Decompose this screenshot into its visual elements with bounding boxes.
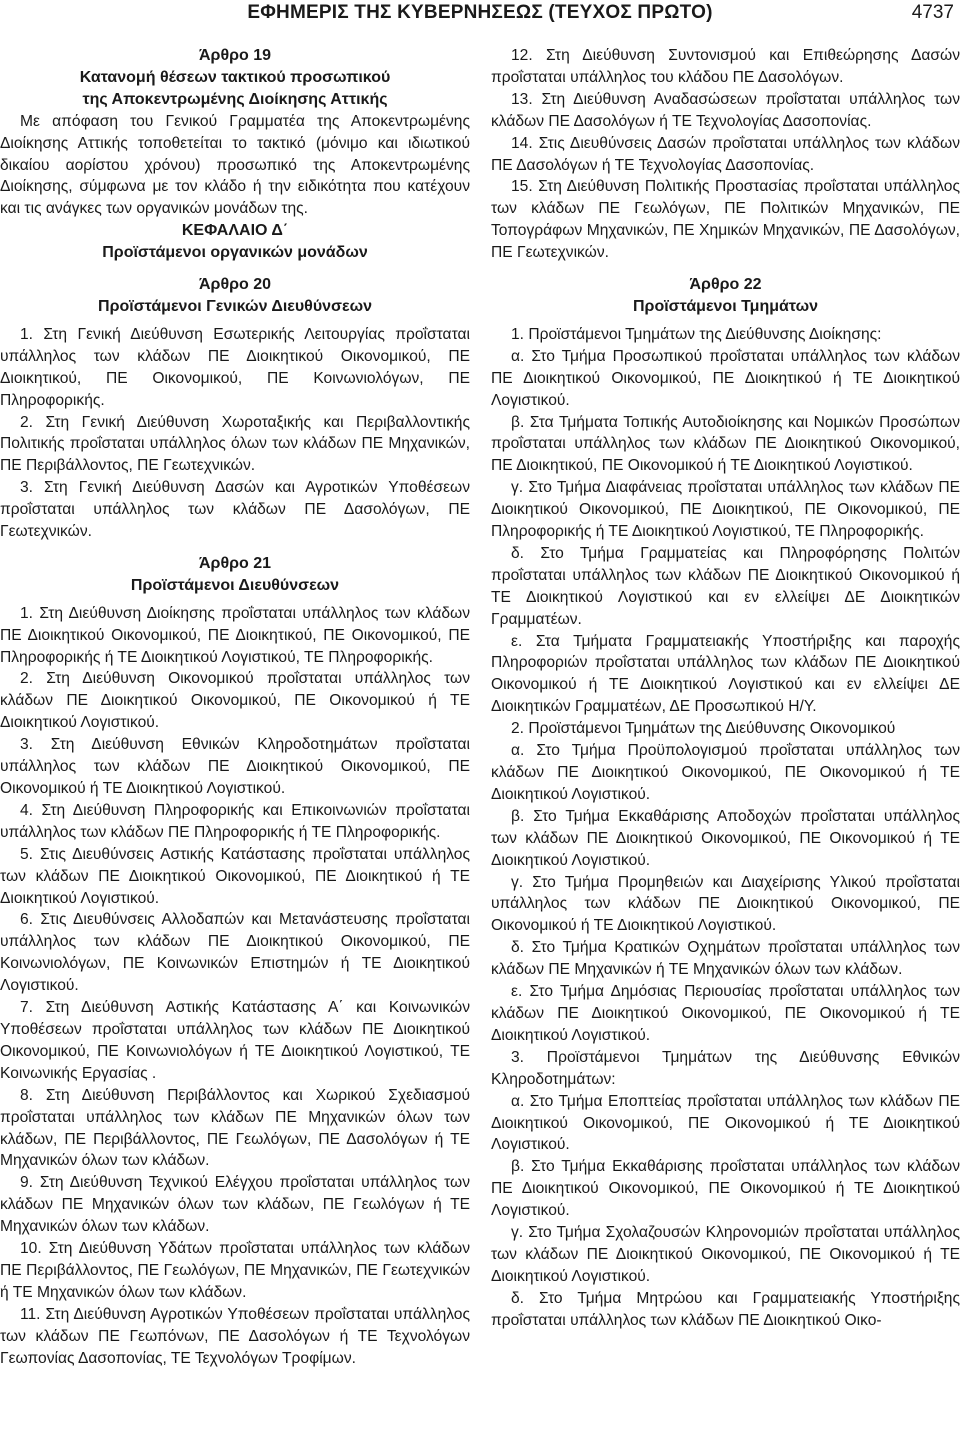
article-19-paragraph: Με απόφαση του Γενικού Γραμματέα της Αποκεντρωμένης Διοίκησης Αττικής τοποθετείται το τακτικό (μόνιμο και ιδιωτικού δικαίου αορίστου χρόνου) προσωπικό της Αποκεντρωμένης Διοίκησης, σύμφωνα με τον κλάδο ή την ειδικότητα που κατέχουν και τις ανάγκες των οργανικών μονάδων της.	[0, 112, 470, 218]
article-21-title: Άρθρο 21	[198, 554, 271, 572]
section-3-heading: 3. Προϊστάμενοι Τμημάτων της Διεύθυνσης Εθνικών Κληροδοτημάτων:	[491, 1048, 960, 1088]
article-19-subtitle-line2: της Αποκεντρωμένης Διοίκησης Αττικής	[82, 90, 388, 108]
page-header	[0, 0, 960, 36]
chapter-title: ΚΕΦΑΛΑΙΟ Δ΄	[181, 222, 289, 240]
right-column	[491, 45, 960, 1332]
article-21-paragraph-12: 12. Στη Διεύθυνση Συντονισμού και Επιθεώρησης Δασών προΐσταται υπάλληλος του κλάδου ΠΕ Δασολόγων.	[491, 47, 960, 86]
article-21-paragraph-7: 7. Στη Διεύθυνση Αστικής Κατάστασης Α΄ και Κοινωνικών Υποθέσεων προΐσταται υπάλληλος των κλάδων ΠΕ Διοικητικού Οικονομικού, ΠΕ Κοινωνιολόγων ή ΤΕ Διοικητικού Λογιστικού, ΤΕ Κοινωνικής Εργασίας .	[0, 999, 470, 1082]
article-21-paragraph-5: 5. Στις Διευθύνσεις Αστικής Κατάστασης προΐσταται υπάλληλος των κλάδων ΠΕ Διοικητικού Οικονομικού, ΠΕ Διοικητικού ή ΤΕ Διοικητικού Λογιστικού.	[0, 845, 470, 907]
section-2-heading: 2. Προϊστάμενοι Τμημάτων της Διεύθυνσης Οικονομικού	[511, 720, 896, 738]
article-21-paragraph-9: 9. Στη Διεύθυνση Τεχνικού Ελέγχου προΐσταται υπάλληλος των κλάδων ΠΕ Μηχανικών όλων των κλάδων, ΠΕ Γεωλόγων ή ΤΕ Μηχανικών όλων των κλάδων.	[0, 1174, 470, 1236]
section-2-item-d: δ. Στο Τμήμα Κρατικών Οχημάτων προΐσταται υπάλληλος των κλάδων ΠΕ Μηχανικών ή ΤΕ Μηχανικών όλων των κλάδων.	[491, 939, 960, 979]
article-21-paragraph-13: 13. Στη Διεύθυνση Αναδασώσεων προΐσταται υπάλληλος των κλάδων ΠΕ Δασολόγων ή ΤΕ Τεχνολογίας Δασοπονίας.	[491, 90, 960, 130]
article-22-title: Άρθρο 22	[689, 276, 762, 294]
article-21-paragraph-4: 4. Στη Διεύθυνση Πληροφορικής και Επικοινωνιών προΐσταται υπάλληλος των κλάδων ΠΕ Πληροφορικής ή ΤΕ Πληροφορικής.	[0, 801, 470, 841]
article-21-paragraph-3: 3. Στη Διεύθυνση Εθνικών Κληροδοτημάτων προΐσταται υπάλληλος των κλάδων ΠΕ Διοικητικού Οικονομικού, ΠΕ Οικονομικού ή ΤΕ Διοικητικού Λογιστικού.	[0, 736, 470, 797]
section-1-heading: 1. Προϊστάμενοι Τμημάτων της Διεύθυνσης Διοίκησης:	[511, 325, 882, 343]
article-21-paragraph-15: 15. Στη Διεύθυνση Πολιτικής Προστασίας προΐσταται υπάλληλος των κλάδων ΠΕ Γεωλόγων, ΠΕ Πολιτικών Μηχανικών, ΠΕ Τοπογράφων Μηχανικών, ΠΕ Χημικών Μηχανικών, ΠΕ Δασολόγων, ΠΕ Γεωτεχνικών.	[491, 178, 960, 262]
section-1-item-d: δ. Στο Τμήμα Γραμματείας και Πληροφόρησης Πολιτών προΐσταται υπάλληλος των κλάδων ΠΕ Διοικητικού Οικονομικού ή ΤΕ Διοικητικού Λογιστικού και εν ελλείψει ΔΕ Διοικητικών Γραμματέων.	[491, 544, 960, 628]
gazette-title: ΕΦΗΜΕΡΙΣ ΤΗΣ ΚΥΒΕΡΝΗΣΕΩΣ (ΤΕΥΧΟΣ ΠΡΩΤΟ)	[247, 2, 713, 23]
section-2-item-a: α. Στο Τμήμα Προϋπολογισμού προΐσταται υπάλληλος των κλάδων ΠΕ Διοικητικού Οικονομικού, ΠΕ Οικονομικού ή ΤΕ Διοικητικού Λογιστικού.	[491, 742, 960, 803]
page-number: 4737	[911, 2, 954, 23]
article-21-paragraph-1: 1. Στη Διεύθυνση Διοίκησης προΐσταται υπάλληλος των κλάδων ΠΕ Διοικητικού Οικονομικού, ΠΕ Διοικητικού, ΠΕ Οικονομικού, ΠΕ Πληροφορικής ή ΤΕ Διοικητικού Λογιστικού, ΤΕ Πληροφορικής.	[0, 604, 470, 666]
article-19-title: Άρθρο 19	[198, 47, 271, 64]
section-2-item-c: γ. Στο Τμήμα Προμηθειών και Διαχείρισης Υλικού προΐσταται υπάλληλος των κλάδων ΠΕ Διοικητικού Οικονομικού, ΠΕ Οικονομικού ή ΤΕ Διοικητικού Λογιστικού.	[491, 873, 960, 935]
left-column	[0, 45, 470, 1369]
section-3-item-c: γ. Στο Τμήμα Σχολαζουσών Κληρονομιών προΐσταται υπάλληλος των κλάδων ΠΕ Διοικητικού Οικονομικού, ΠΕ Οικονομικού ή ΤΕ Διοικητικού Λογιστικού.	[491, 1224, 960, 1285]
chapter-subtitle: Προϊστάμενοι οργανικών μονάδων	[102, 244, 368, 262]
article-21-paragraph-8: 8. Στη Διεύθυνση Περιβάλλοντος και Χωρικού Σχεδιασμού προΐσταται υπάλληλος των κλάδων ΠΕ Μηχανικών όλων των κλάδων, ΠΕ Περιβάλλοντος, ΠΕ Γεωλόγων, ΠΕ Δασολόγων ή ΤΕ Μηχανικών όλων των κλάδων.	[0, 1086, 470, 1170]
section-3-item-d: δ. Στο Τμήμα Μητρώου και Γραμματειακής Υποστήριξης προΐσταται υπάλληλος των κλάδων ΠΕ Διοικητικού Οικο-	[491, 1289, 960, 1329]
section-1-item-e: ε. Στα Τμήματα Γραμματειακής Υποστήριξης και παροχής Πληροφοριών προΐσταται υπάλληλος των κλάδων ΠΕ Διοικητικού Οικονομικού ή ΤΕ Διοικητικού Λογιστικού και εν ελλείψει ΔΕ Διοικητικών Γραμματέων, ΔΕ Προσωπικού Η/Υ.	[491, 632, 960, 716]
article-21-subtitle: Προϊστάμενοι Διευθύνσεων	[130, 576, 340, 594]
article-21-paragraph-11: 11. Στη Διεύθυνση Αγροτικών Υποθέσεων προΐσταται υπάλληλος των κλάδων ΠΕ Γεωπόνων, ΠΕ Δασολόγων ή ΤΕ Τεχνολόγων Γεωπονίας Δασοπονίας, ΤΕ Τεχνολόγων Τροφίμων.	[0, 1305, 470, 1367]
article-20-title: Άρθρο 20	[198, 276, 271, 294]
article-20-paragraph-2: 2. Στη Γενική Διεύθυνση Χωροταξικής και Περιβαλλοντικής Πολιτικής προΐσταται υπάλληλος όλων των κλάδων ΠΕ Μηχανικών, ΠΕ Περιβάλλοντος, ΠΕ Γεωτεχνικών.	[0, 413, 470, 475]
section-1-item-c: γ. Στο Τμήμα Διαφάνειας προΐσταται υπάλληλος των κλάδων ΠΕ Διοικητικού Οικονομικού, ΠΕ Διοικητικού, ΠΕ Οικονομικού, ΠΕ Πληροφορικής ή ΤΕ Διοικητικού Λογιστικού, ΤΕ Πληροφορικής.	[491, 479, 960, 541]
article-21-paragraph-10: 10. Στη Διεύθυνση Υδάτων προΐσταται υπάλληλος των κλάδων ΠΕ Περιβάλλοντος, ΠΕ Γεωλόγων, ΠΕ Μηχανικών, ΠΕ Γεωτεχνικών ή ΤΕ Μηχανικών όλων των κλάδων.	[0, 1240, 470, 1301]
article-21-paragraph-6: 6. Στις Διευθύνσεις Αλλοδαπών και Μετανάστευσης προΐσταται υπάλληλος των κλάδων ΠΕ Διοικητικού Οικονομικού, ΠΕ Κοινωνιολόγων, ΠΕ Κοινωνικών Επιστημών ή ΤΕ Διοικητικού Λογιστικού.	[0, 911, 470, 995]
article-21-paragraph-2: 2. Στη Διεύθυνση Οικονομικού προΐσταται υπάλληλος των κλάδων ΠΕ Διοικητικού Οικονομικού, ΠΕ Οικονομικού ή ΤΕ Διοικητικού Λογιστικού.	[0, 670, 470, 732]
section-1-item-b: β. Στα Τμήματα Τοπικής Αυτοδιοίκησης και Νομικών Προσώπων προΐσταται υπάλληλος των κλάδων ΠΕ Διοικητικού Οικονομικού, ΠΕ Διοικητικού, ΠΕ Οικονομικού ή ΤΕ Διοικητικού Λογιστικού.	[491, 413, 960, 475]
section-3-item-a: α. Στο Τμήμα Εποπτείας προΐσταται υπάλληλος των κλάδων ΠΕ Διοικητικού Οικονομικού, ΠΕ Οικονομικού ή ΤΕ Διοικητικού Λογιστικού.	[491, 1092, 960, 1154]
article-19-subtitle-line1: Κατανομή θέσεων τακτικού προσωπικού	[79, 68, 391, 86]
article-21-paragraph-14: 14. Στις Διευθύνσεις Δασών προΐσταται υπάλληλος των κλάδων ΠΕ Δασολόγων ή ΤΕ Τεχνολογίας Δασοπονίας.	[491, 134, 960, 174]
article-22-subtitle: Προϊστάμενοι Τμημάτων	[633, 297, 818, 315]
section-3-item-b: β. Στο Τμήμα Εκκαθάρισης προΐσταται υπάλληλος των κλάδων ΠΕ Διοικητικού Οικονομικού, ΠΕ Οικονομικού ή ΤΕ Διοικητικού Λογιστικού.	[491, 1158, 960, 1220]
section-2-item-e: ε. Στο Τμήμα Δημόσιας Περιουσίας προΐσταται υπάλληλος των κλάδων ΠΕ Διοικητικού Οικονομικού, ΠΕ Οικονομικού ή ΤΕ Διοικητικού Λογιστικού.	[491, 983, 960, 1044]
section-1-item-a: α. Στο Τμήμα Προσωπικού προΐσταται υπάλληλος των κλάδων ΠΕ Διοικητικού Οικονομικού, ΠΕ Διοικητικού ή ΤΕ Διοικητικού Λογιστικού.	[491, 347, 960, 409]
section-2-item-b: β. Στο Τμήμα Εκκαθάρισης Αποδοχών προΐσταται υπάλληλος των κλάδων ΠΕ Διοικητικού Οικονομικού, ΠΕ Οικονομικού ή ΤΕ Διοικητικού Λογιστικού.	[491, 807, 960, 869]
article-20-subtitle: Προϊστάμενοι Γενικών Διευθύνσεων	[98, 297, 372, 315]
article-20-paragraph-3: 3. Στη Γενική Διεύθυνση Δασών και Αγροτικών Υποθέσεων προΐσταται υπάλληλος των κλάδων ΠΕ Δασολόγων, ΠΕ Γεωτεχνικών.	[0, 479, 470, 541]
article-20-paragraph-1: 1. Στη Γενική Διεύθυνση Εσωτερικής Λειτουργίας προΐσταται υπάλληλος των κλάδων ΠΕ Διοικητικού Οικονομικού, ΠΕ Διοικητικού, ΠΕ Οικονομικού, ΠΕ Κοινωνιολόγων, ΠΕ Πληροφορικής.	[0, 325, 470, 409]
